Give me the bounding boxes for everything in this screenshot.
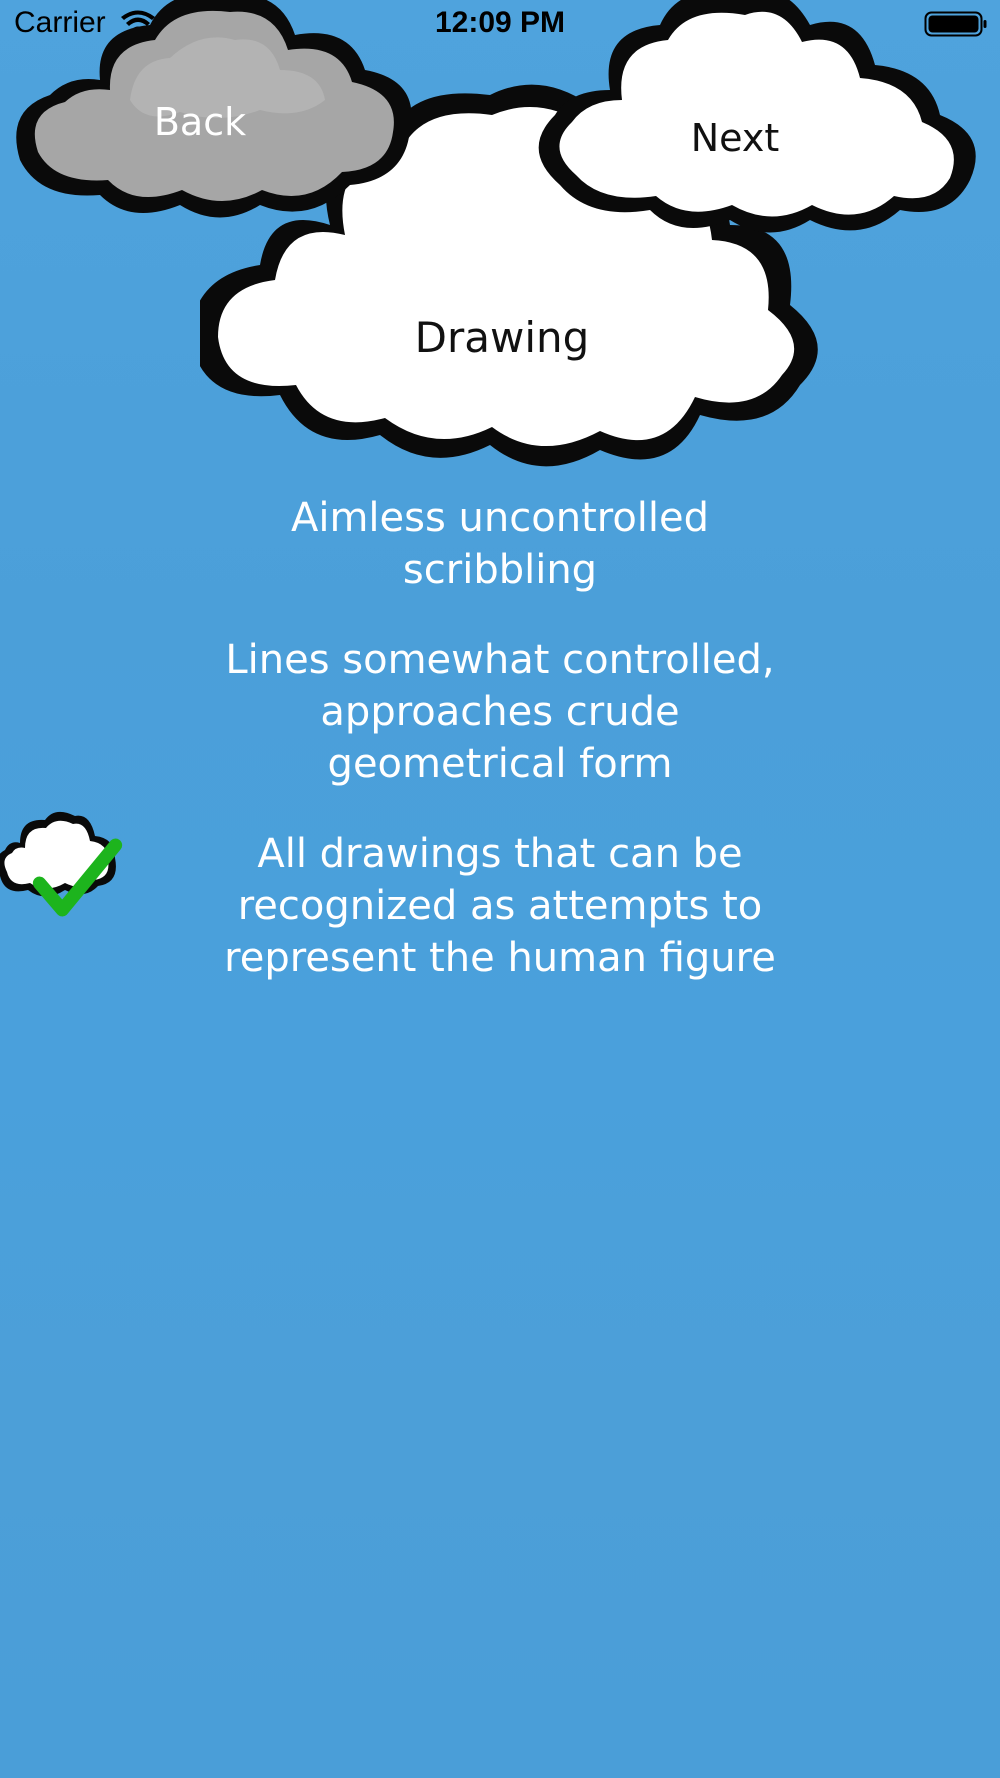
milestone-item[interactable]: Aimless uncontrolled scribbling bbox=[290, 495, 710, 593]
checkmark-icon bbox=[10, 830, 145, 925]
page-title: Drawing bbox=[414, 313, 590, 362]
selected-indicator-cloud bbox=[0, 808, 125, 903]
milestone-item[interactable]: All drawings that can be recognized as attempts to represent the human figure bbox=[224, 831, 776, 981]
back-label: Back bbox=[153, 100, 247, 144]
carrier-label: Carrier bbox=[14, 6, 106, 39]
milestone-list bbox=[200, 492, 800, 1022]
next-button[interactable] bbox=[530, 0, 990, 235]
milestone-item[interactable]: Lines somewhat controlled, approaches crude geometrical form bbox=[225, 637, 775, 787]
status-time: 12:09 PM bbox=[434, 6, 566, 39]
next-label: Next bbox=[690, 116, 780, 160]
back-button[interactable] bbox=[10, 0, 470, 225]
